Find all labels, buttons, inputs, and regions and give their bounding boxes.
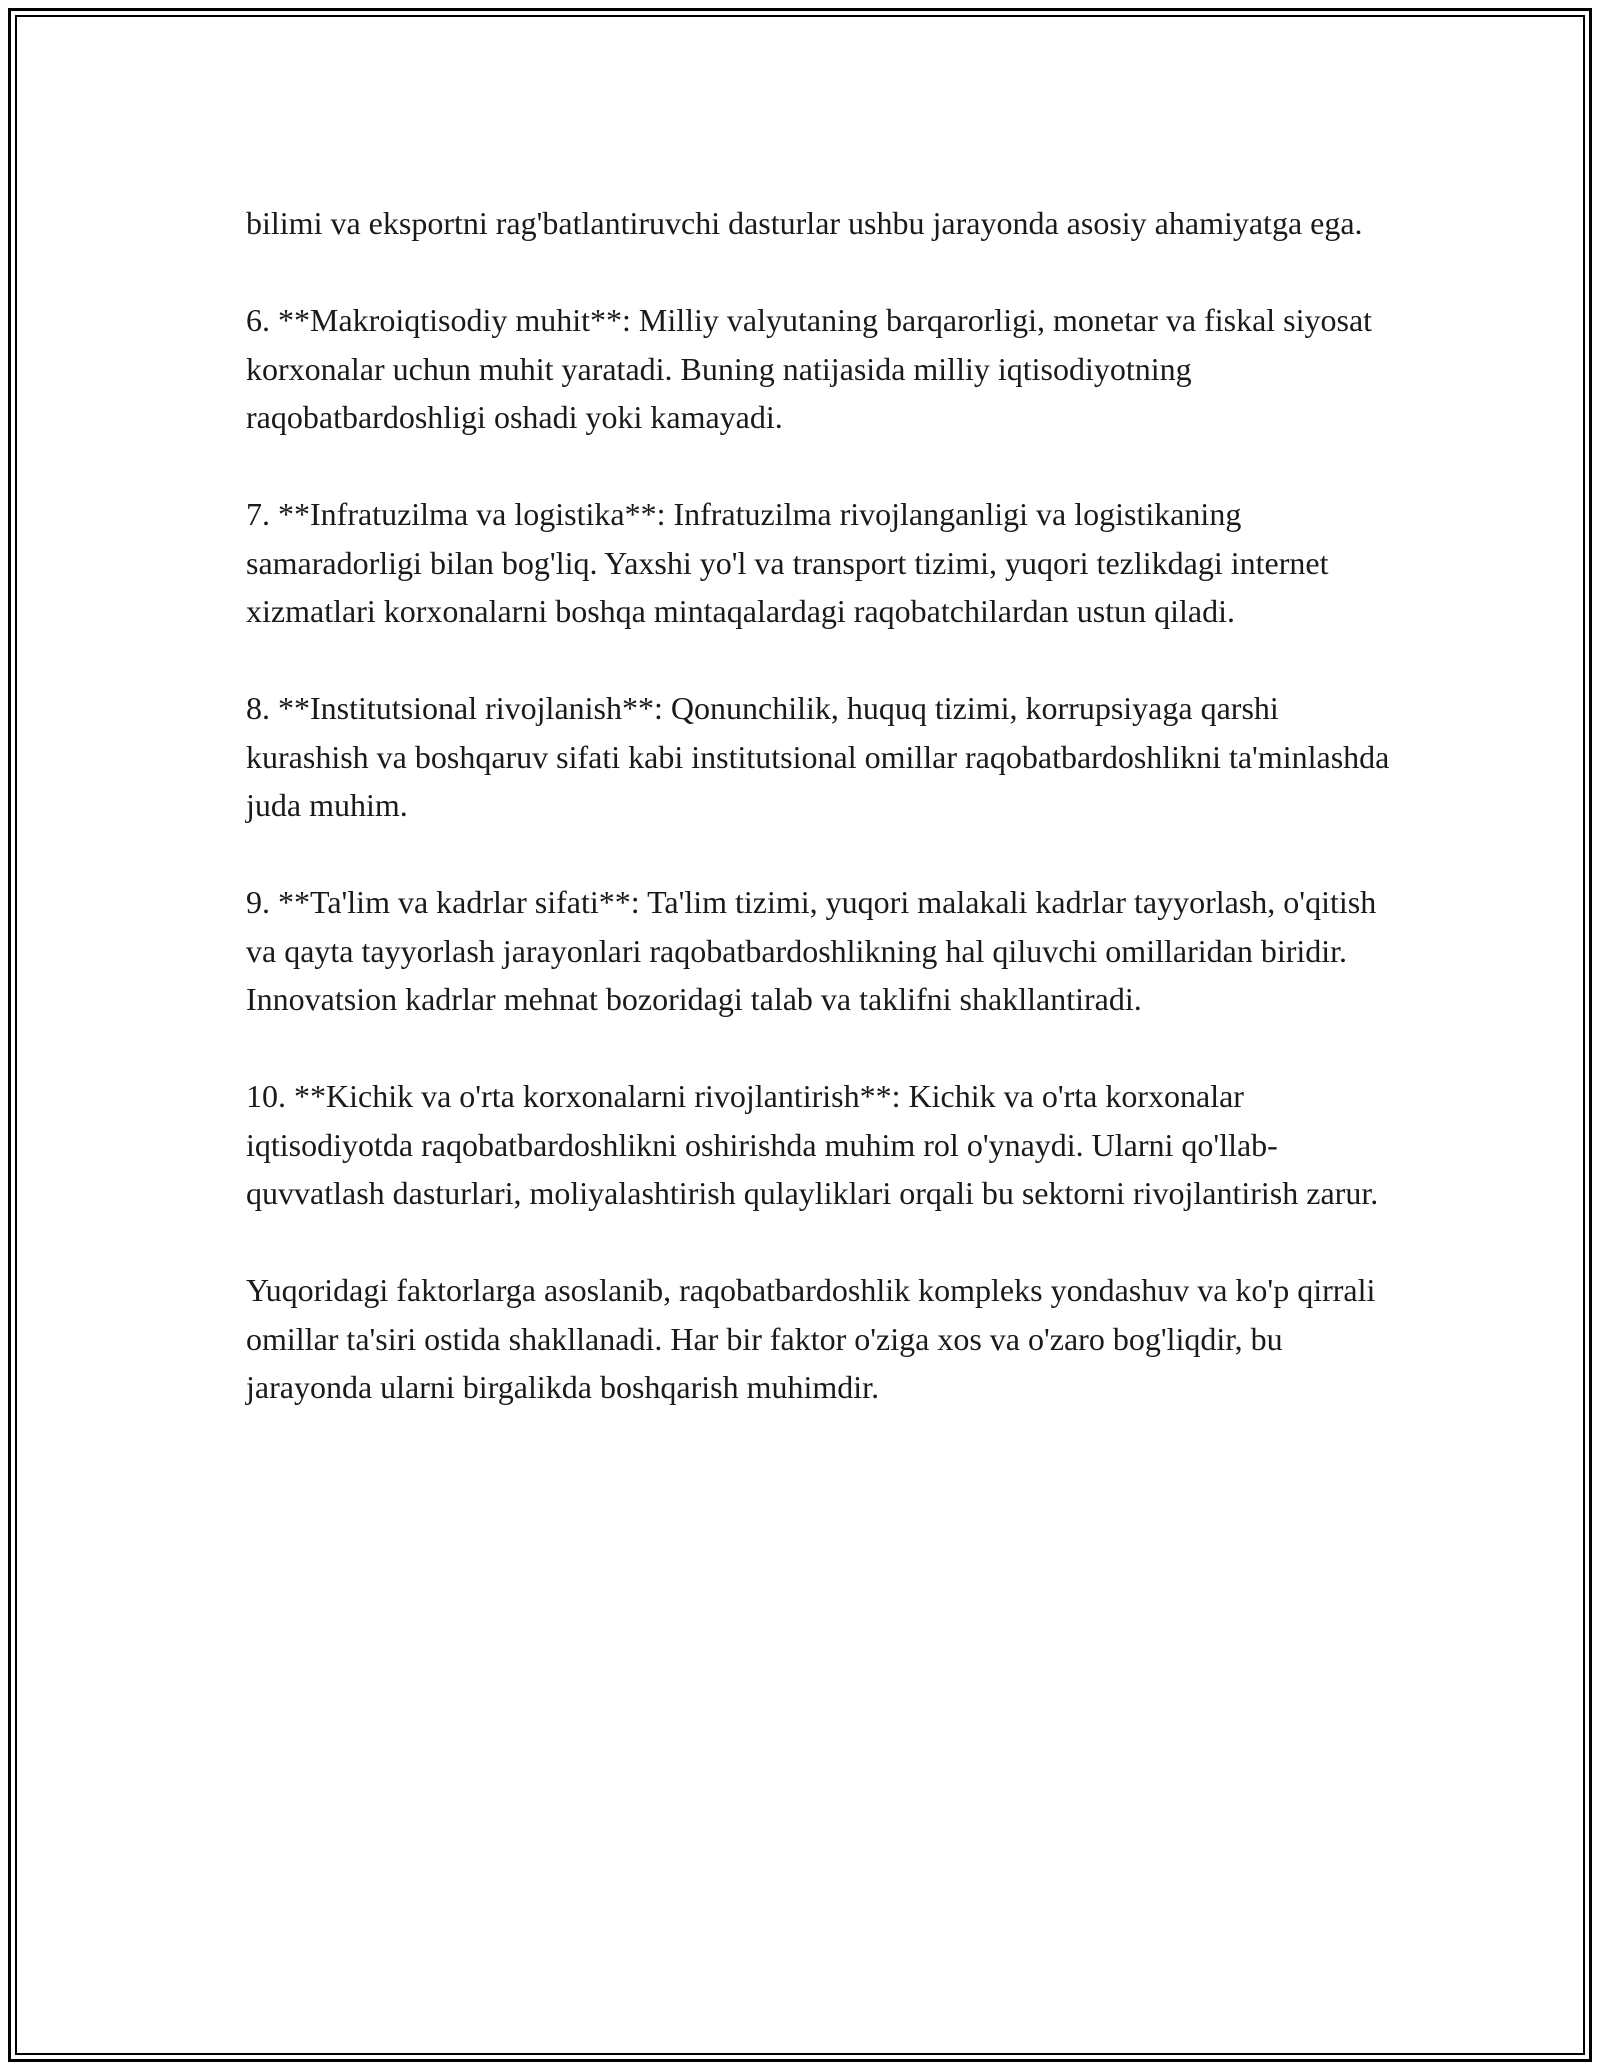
document-body	[246, 199, 1396, 1412]
paragraph-item-9: 9. **Ta'lim va kadrlar sifati**: Ta'lim tizimi, yuqori malakali kadrlar tayyorlash, o'qitish va qayta tayyorlash jarayonlari raqobatbardoshlikning hal qiluvchi omillaridan biridir. Innovatsion kadrlar mehnat bozoridagi talab va taklifni shakllantiradi.	[246, 884, 1377, 1017]
paragraph-continuation: bilimi va eksportni rag'batlantiruvchi dasturlar ushbu jarayonda asosiy ahamiyatga ega.	[246, 205, 1363, 241]
paragraph-item-10: 10. **Kichik va o'rta korxonalarni rivojlantirish**: Kichik va o'rta korxonalar iqtisodiyotda raqobatbardoshlikni oshirishda muhim rol o'ynaydi. Ularni qo'llab-quvvatlash dasturlari, moliyalashtirish qulayliklari orqali bu sektorni rivojlantirish zarur.	[246, 1078, 1379, 1211]
paragraph-item-8: 8. **Institutsional rivojlanish**: Qonunchilik, huquq tizimi, korrupsiyaga qarshi kurashish va boshqaruv sifati kabi institutsional omillar raqobatbardoshlikni ta'minlashda juda muhim.	[246, 690, 1390, 823]
paragraph-item-6: 6. **Makroiqtisodiy muhit**: Milliy valyutaning barqarorligi, monetar va fiskal siyosat korxonalar uchun muhit yaratadi. Buning natijasida milliy iqtisodiyotning raqobatbardoshligi oshadi yoki kamayadi.	[246, 302, 1373, 435]
paragraph-conclusion: Yuqoridagi faktorlarga asoslanib, raqobatbardoshlik kompleks yondashuv va ko'p qirrali omillar ta'siri ostida shakllanadi. Har bir faktor o'ziga xos va o'zaro bog'liqdir, bu jarayonda ularni birgalikda boshqarish muhimdir.	[246, 1272, 1376, 1405]
page-border	[8, 8, 1592, 2062]
paragraph-item-7: 7. **Infratuzilma va logistika**: Infratuzilma rivojlanganligi va logistikaning samaradorligi bilan bog'liq. Yaxshi yo'l va transport tizimi, yuqori tezlikdagi internet xizmatlari korxonalarni boshqa mintaqalardagi raqobatchilardan ustun qiladi.	[246, 496, 1329, 629]
